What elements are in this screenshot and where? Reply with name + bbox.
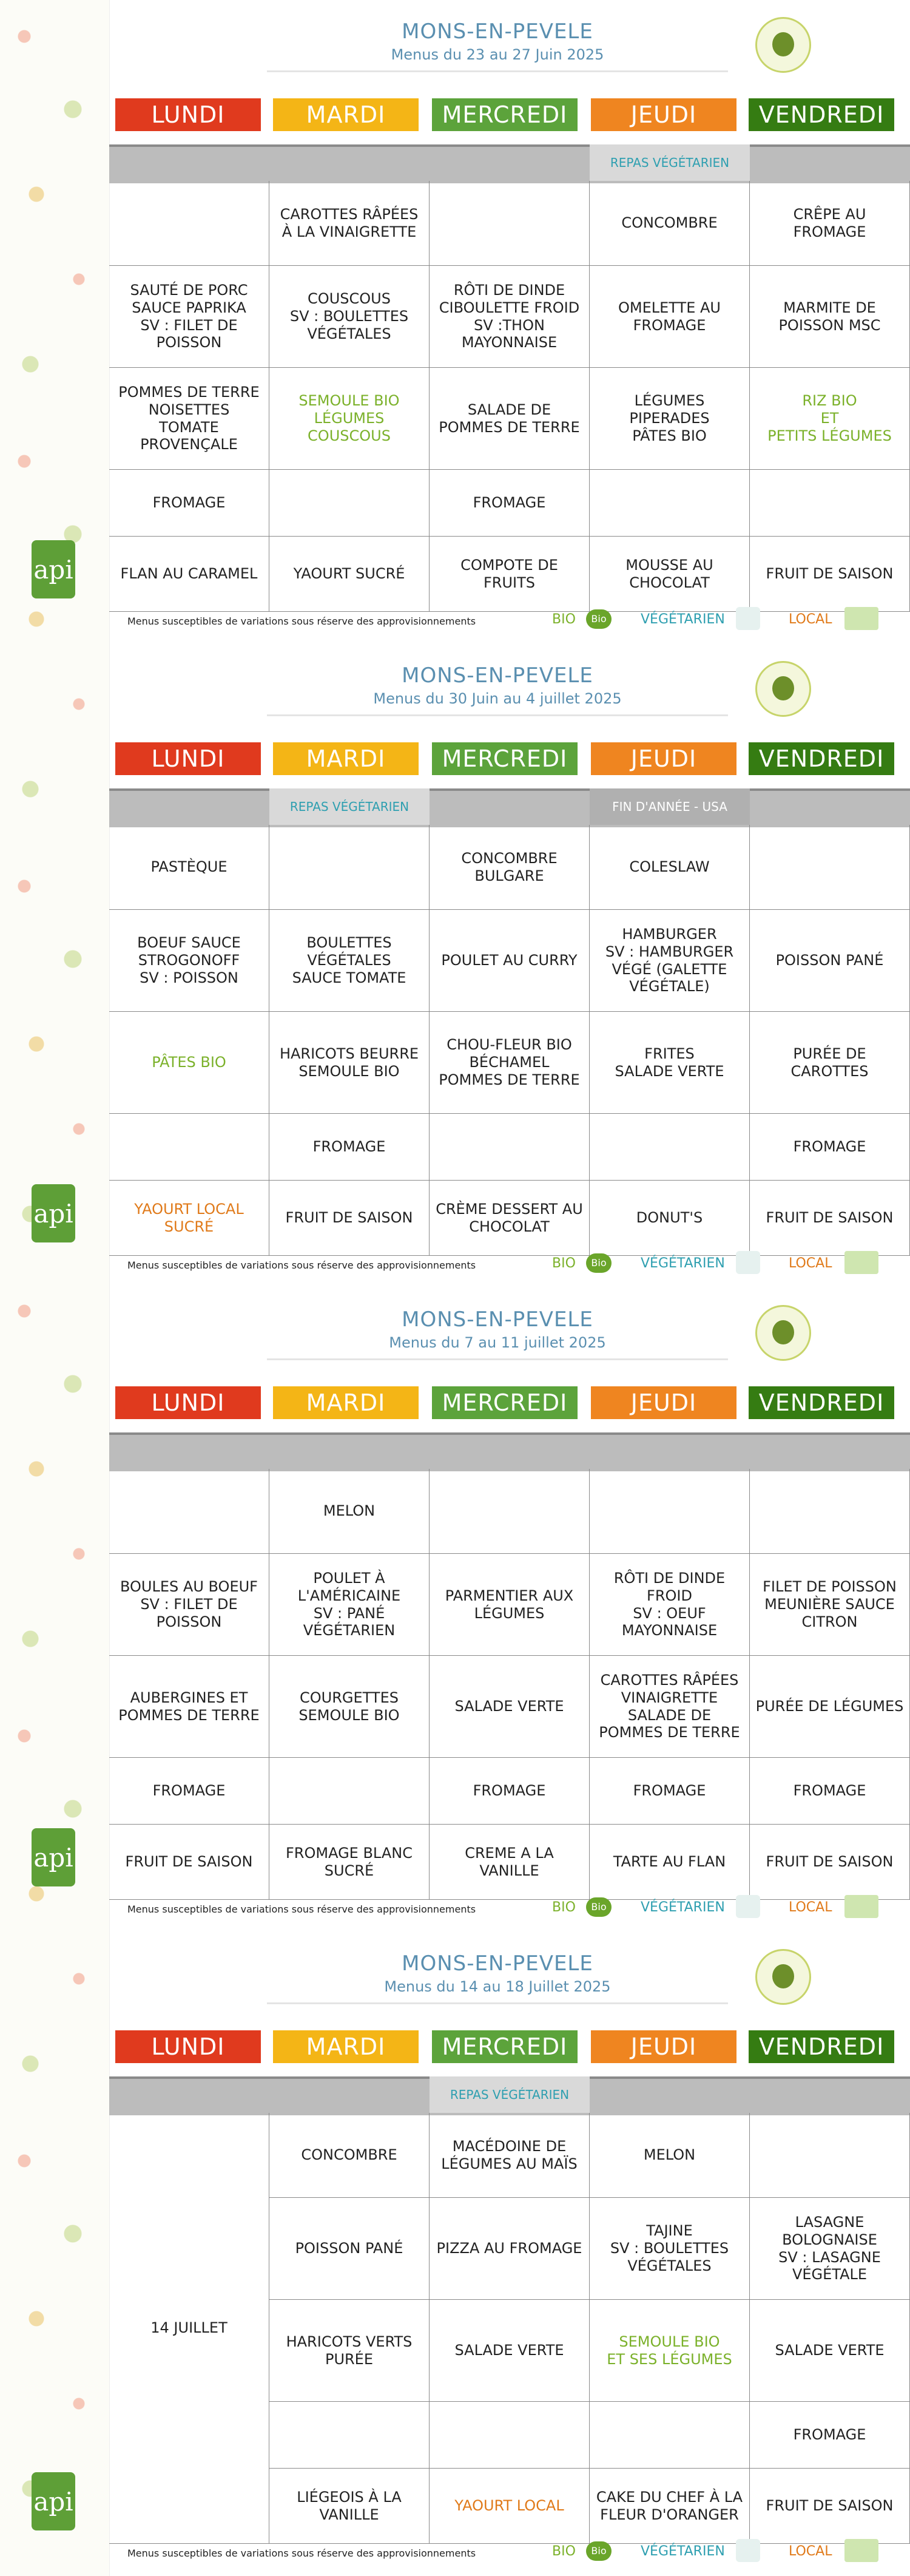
header-cell <box>109 144 269 181</box>
menu-dates: Menus du 23 au 27 Juin 2025 <box>391 46 604 63</box>
menu-cell: RÔTI DE DINDE FROID SV : OEUF MAYONNAISE <box>590 1554 750 1656</box>
menu-dates: Menus du 30 Juin au 4 juillet 2025 <box>373 690 622 707</box>
menu-cell <box>269 2402 430 2469</box>
menu-cell: CRÈME DESSERT AU CHOCOLAT <box>430 1181 590 1256</box>
menu-cell: CONCOMBRE BULGARE <box>430 825 590 910</box>
menu-grid <box>109 1432 910 1908</box>
footer-note: Menus susceptibles de variations sous réserve des approvisionnements <box>127 1259 476 1271</box>
menu-cell: FRUIT DE SAISON <box>750 537 910 612</box>
menu-cell <box>750 825 910 910</box>
menu-title: MONS-EN-PEVELE <box>402 1307 593 1332</box>
day-jeudi: JEUDI <box>591 742 736 775</box>
menu-title: MONS-EN-PEVELE <box>402 19 593 44</box>
menu-cell: SALADE VERTE <box>430 2300 590 2402</box>
day-jeudi: JEUDI <box>591 2030 736 2063</box>
menu-cell: CAKE DU CHEF À LA FLEUR D'ORANGER <box>590 2469 750 2544</box>
menu-cell <box>109 1114 269 1181</box>
menu-cell: FRUIT DE SAISON <box>269 1181 430 1256</box>
day-mardi: MARDI <box>273 98 419 131</box>
menu-cell: LÉGUMES PIPERADES PÂTES BIO <box>590 368 750 470</box>
menu-cell: MARMITE DE POISSON MSC <box>750 266 910 368</box>
menu-cell: CAROTTES RÂPÉES VINAIGRETTE SALADE DE POMMES DE TERRE <box>590 1656 750 1758</box>
organic-logo-icon <box>755 17 811 73</box>
day-mercredi: MERCREDI <box>432 2030 578 2063</box>
menu-dates: Menus du 14 au 18 Juillet 2025 <box>384 1978 611 1995</box>
menu-cell: PASTÈQUE <box>109 825 269 910</box>
legend-vegetarien: VÉGÉTARIEN <box>641 1900 725 1915</box>
menu-cell <box>590 2402 750 2469</box>
menu-cell <box>109 181 269 266</box>
menu-cell: BOULETTES VÉGÉTALES SAUCE TOMATE <box>269 910 430 1012</box>
menu-grid <box>109 144 910 620</box>
organic-logo-icon <box>755 1305 811 1361</box>
bio-badge-icon: Bio <box>586 1897 612 1917</box>
api-logo: api <box>32 1828 75 1886</box>
local-producer-icon <box>844 2539 878 2562</box>
menu-cell <box>269 1758 430 1825</box>
header-cell <box>750 788 910 825</box>
menu-cell: PURÉE DE CAROTTES <box>750 1012 910 1114</box>
menu-cell: DONUT'S <box>590 1181 750 1256</box>
day-lundi: LUNDI <box>115 1386 261 1419</box>
menu-cell: PARMENTIER AUX LÉGUMES <box>430 1554 590 1656</box>
legend-bio: BIO <box>552 2544 576 2559</box>
menu-cell <box>430 1469 590 1554</box>
menu-cell <box>430 181 590 266</box>
menu-cell: PIZZA AU FROMAGE <box>430 2198 590 2300</box>
menu-cell: YAOURT SUCRÉ <box>269 537 430 612</box>
menu-cell <box>590 1469 750 1554</box>
footer-note: Menus susceptibles de variations sous réserve des approvisionnements <box>127 1903 476 1915</box>
legend-bio: BIO <box>552 1256 576 1271</box>
header-cell: REPAS VÉGÉTARIEN <box>269 788 430 825</box>
menu-cell: FROMAGE <box>750 1114 910 1181</box>
day-mardi: MARDI <box>273 742 419 775</box>
menu-cell: FROMAGE <box>750 1758 910 1825</box>
menu-cell: LIÉGEOIS À LA VANILLE <box>269 2469 430 2544</box>
day-lundi: LUNDI <box>115 2030 261 2063</box>
local-producer-icon <box>844 1251 878 1274</box>
menu-week-2 <box>0 644 910 1288</box>
menu-cell: CONCOMBRE <box>269 2113 430 2198</box>
bio-badge-icon: Bio <box>586 2541 612 2561</box>
menu-cell: HAMBURGER SV : HAMBURGER VÉGÉ (GALETTE VÉGÉTALE) <box>590 910 750 1012</box>
api-logo: api <box>32 1184 75 1242</box>
day-vendredi: VENDREDI <box>749 2030 894 2063</box>
menu-cell: SALADE VERTE <box>750 2300 910 2402</box>
menu-cell: FRUIT DE SAISON <box>750 1181 910 1256</box>
day-mercredi: MERCREDI <box>432 98 578 131</box>
menu-cell: COLESLAW <box>590 825 750 910</box>
header-cell <box>750 144 910 181</box>
day-lundi: LUNDI <box>115 98 261 131</box>
menu-title: MONS-EN-PEVELE <box>402 663 593 688</box>
day-jeudi: JEUDI <box>591 98 736 131</box>
menu-cell: TAJINE SV : BOULETTES VÉGÉTALES <box>590 2198 750 2300</box>
bio-badge-icon: Bio <box>586 1253 612 1273</box>
legend-vegetarien: VÉGÉTARIEN <box>641 2544 725 2559</box>
menu-cell: FROMAGE <box>590 1758 750 1825</box>
menu-cell: SAUTÉ DE PORC SAUCE PAPRIKA SV : FILET DE POISSON <box>109 266 269 368</box>
menu-cell <box>750 470 910 537</box>
title-divider <box>267 2002 728 2004</box>
menu-cell <box>269 470 430 537</box>
menu-cell: FLAN AU CARAMEL <box>109 537 269 612</box>
menu-cell <box>590 1114 750 1181</box>
menu-cell: SEMOULE BIO LÉGUMES COUSCOUS <box>269 368 430 470</box>
legend-local: LOCAL <box>789 1256 832 1271</box>
menu-cell: COUSCOUS SV : BOULETTES VÉGÉTALES <box>269 266 430 368</box>
menu-cell: SALADE DE POMMES DE TERRE <box>430 368 590 470</box>
menu-cell: CHOU-FLEUR BIO BÉCHAMEL POMMES DE TERRE <box>430 1012 590 1114</box>
menu-cell: SALADE VERTE <box>430 1656 590 1758</box>
title-divider <box>267 70 728 72</box>
day-vendredi: VENDREDI <box>749 98 894 131</box>
menu-title: MONS-EN-PEVELE <box>402 1951 593 1976</box>
menu-cell: FROMAGE <box>269 1114 430 1181</box>
menu-cell: CAROTTES RÂPÉES À LA VINAIGRETTE <box>269 181 430 266</box>
menu-cell: FROMAGE BLANC SUCRÉ <box>269 1825 430 1900</box>
menu-grid <box>109 788 910 1264</box>
menu-cell: FROMAGE <box>430 1758 590 1825</box>
menu-cell: POISSON PANÉ <box>750 910 910 1012</box>
legend-bio: BIO <box>552 1900 576 1915</box>
day-jeudi: JEUDI <box>591 1386 736 1419</box>
menu-week-3 <box>0 1288 910 1932</box>
menu-cell: PÂTES BIO <box>109 1012 269 1114</box>
menu-cell: TARTE AU FLAN <box>590 1825 750 1900</box>
merged-holiday-cell: 14 JUILLET <box>109 2113 269 2544</box>
menu-cell: YAOURT LOCAL <box>430 2469 590 2544</box>
day-vendredi: VENDREDI <box>749 742 894 775</box>
api-logo: api <box>32 540 75 598</box>
vegetarian-icon <box>736 1251 760 1274</box>
header-cell <box>430 788 590 825</box>
menu-cell: FILET DE POISSON MEUNIÈRE SAUCE CITRON <box>750 1554 910 1656</box>
menu-header-row <box>109 1432 910 1471</box>
menu-cell: FROMAGE <box>109 1758 269 1825</box>
menu-cell: MACÉDOINE DE LÉGUMES AU MAÏS <box>430 2113 590 2198</box>
api-logo: api <box>32 2472 75 2530</box>
day-vendredi: VENDREDI <box>749 1386 894 1419</box>
menu-cell: POULET AU CURRY <box>430 910 590 1012</box>
header-cell: REPAS VÉGÉTARIEN <box>430 2076 590 2113</box>
menu-cell <box>430 2402 590 2469</box>
menu-cell: MELON <box>590 2113 750 2198</box>
header-cell <box>269 144 430 181</box>
header-cell: FIN D'ANNÉE - USA <box>590 788 750 825</box>
legend-local: LOCAL <box>789 612 832 627</box>
menu-dates: Menus du 7 au 11 juillet 2025 <box>389 1334 606 1351</box>
menu-cell <box>750 1469 910 1554</box>
menu-cell <box>750 2113 910 2198</box>
menu-cell: BOULES AU BOEUF SV : FILET DE POISSON <box>109 1554 269 1656</box>
menu-cell: FRUIT DE SAISON <box>750 2469 910 2544</box>
title-divider <box>267 1358 728 1360</box>
legend-bio: BIO <box>552 612 576 627</box>
menu-cell: PURÉE DE LÉGUMES <box>750 1656 910 1758</box>
menu-cell: CREME A LA VANILLE <box>430 1825 590 1900</box>
menu-cell: CRÊPE AU FROMAGE <box>750 181 910 266</box>
menu-cell: MOUSSE AU CHOCOLAT <box>590 537 750 612</box>
footer-note: Menus susceptibles de variations sous réserve des approvisionnements <box>127 2547 476 2559</box>
menu-grid <box>109 2076 910 2552</box>
menu-cell: AUBERGINES ET POMMES DE TERRE <box>109 1656 269 1758</box>
menu-cell: MELON <box>269 1469 430 1554</box>
menu-cell: HARICOTS VERTS PURÉE <box>269 2300 430 2402</box>
menu-cell: POULET À L'AMÉRICAINE SV : PANÉ VÉGÉTARIEN <box>269 1554 430 1656</box>
menu-cell: CONCOMBRE <box>590 181 750 266</box>
legend-local: LOCAL <box>789 1900 832 1915</box>
menu-cell: POISSON PANÉ <box>269 2198 430 2300</box>
menu-cell: BOEUF SAUCE STROGONOFF SV : POISSON <box>109 910 269 1012</box>
vegetarian-icon <box>736 1895 760 1918</box>
menu-cell: RIZ BIO ET PETITS LÉGUMES <box>750 368 910 470</box>
local-producer-icon <box>844 607 878 630</box>
menu-cell: LASAGNE BOLOGNAISE SV : LASAGNE VÉGÉTALE <box>750 2198 910 2300</box>
menu-cell: SEMOULE BIO ET SES LÉGUMES <box>590 2300 750 2402</box>
menu-cell: FROMAGE <box>750 2402 910 2469</box>
menu-cell <box>269 825 430 910</box>
header-cell <box>430 144 590 181</box>
legend-vegetarien: VÉGÉTARIEN <box>641 612 725 627</box>
organic-logo-icon <box>755 1949 811 2005</box>
menu-cell: RÔTI DE DINDE CIBOULETTE FROID SV :THON MAYONNAISE <box>430 266 590 368</box>
legend-local: LOCAL <box>789 2544 832 2559</box>
menu-cell: YAOURT LOCAL SUCRÉ <box>109 1181 269 1256</box>
vegetarian-icon <box>736 2539 760 2562</box>
title-divider <box>267 714 728 716</box>
menu-cell: FROMAGE <box>109 470 269 537</box>
day-mardi: MARDI <box>273 1386 419 1419</box>
header-cell <box>109 788 269 825</box>
footer-note: Menus susceptibles de variations sous réserve des approvisionnements <box>127 615 476 627</box>
menu-cell: COMPOTE DE FRUITS <box>430 537 590 612</box>
vegetarian-icon <box>736 607 760 630</box>
menu-cell: FRITES SALADE VERTE <box>590 1012 750 1114</box>
menu-cell: FROMAGE <box>430 470 590 537</box>
day-lundi: LUNDI <box>115 742 261 775</box>
day-mercredi: MERCREDI <box>432 742 578 775</box>
menu-cell: POMMES DE TERRE NOISETTES TOMATE PROVENÇALE <box>109 368 269 470</box>
menu-cell <box>590 470 750 537</box>
day-mercredi: MERCREDI <box>432 1386 578 1419</box>
menu-cell: COURGETTES SEMOULE BIO <box>269 1656 430 1758</box>
menu-week-1 <box>0 0 910 644</box>
menu-cell: HARICOTS BEURRE SEMOULE BIO <box>269 1012 430 1114</box>
day-mardi: MARDI <box>273 2030 419 2063</box>
menu-cell: OMELETTE AU FROMAGE <box>590 266 750 368</box>
menu-cell: FRUIT DE SAISON <box>750 1825 910 1900</box>
menu-cell <box>430 1114 590 1181</box>
header-cell: REPAS VÉGÉTARIEN <box>590 144 750 181</box>
legend-vegetarien: VÉGÉTARIEN <box>641 1256 725 1271</box>
menu-week-4 <box>0 1932 910 2576</box>
menu-cell: FRUIT DE SAISON <box>109 1825 269 1900</box>
menu-cell <box>109 1469 269 1554</box>
local-producer-icon <box>844 1895 878 1918</box>
bio-badge-icon: Bio <box>586 609 612 629</box>
organic-logo-icon <box>755 661 811 717</box>
